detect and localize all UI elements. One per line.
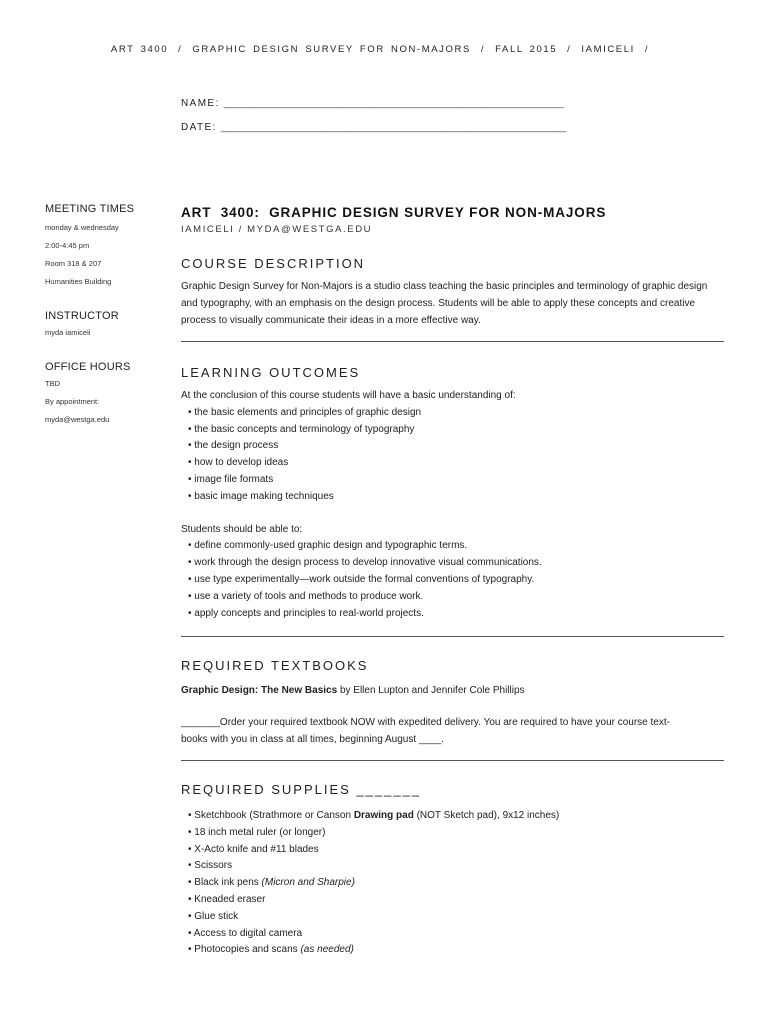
abilities-intro: Students should be able to: <box>181 523 303 535</box>
instructor-name: myda iamiceli <box>45 328 91 337</box>
office-hours-time: TBD <box>45 379 60 388</box>
sidebar-office-hours <box>45 361 165 429</box>
name-label: NAME: <box>181 98 220 109</box>
order-line-1: _______Order your required textbook NOW with expedited delivery. You are required to have your course text- <box>181 717 670 728</box>
order-line-2: books with you in class at all times, beginning August ____. <box>181 733 444 745</box>
list-item <box>181 875 724 892</box>
list-item: • the basic concepts and terminology of typography <box>181 422 724 439</box>
list-item <box>181 942 724 959</box>
header-term: FALL 2015 <box>495 44 558 55</box>
list-item: • the basic elements and principles of graphic design <box>181 405 724 422</box>
course-description-text: Graphic Design Survey for Non-Majors is a studio class teaching the basic principles and terminology of graphic design and typography, with an emphasis on the design process. Students will be able to apply these concepts and creative process to visually communicate their ideas in a more effective way. <box>181 281 708 326</box>
list-item: • use type experimentally—work outside the formal conventions of typography. <box>181 572 724 589</box>
date-field[interactable] <box>181 122 567 133</box>
understanding-list <box>181 405 724 506</box>
list-item <box>181 808 724 825</box>
course-description-heading: COURSE DESCRIPTION <box>181 256 366 271</box>
section-divider <box>181 341 724 342</box>
instructor-heading: INSTRUCTOR <box>45 310 119 322</box>
header-instructor: IAMICELI <box>581 44 635 55</box>
office-hours-heading: OFFICE HOURS <box>45 361 131 373</box>
learning-outcomes-heading: LEARNING OUTCOMES <box>181 365 361 380</box>
understanding-intro: At the conclusion of this course students will have a basic understanding of: <box>181 390 516 401</box>
supply-text: Black ink pens <box>194 877 262 889</box>
supply-note: (Micron and Sharpie) <box>261 877 355 889</box>
textbook-title: Graphic Design: The New Basics <box>181 685 338 696</box>
list-item: • Scissors <box>181 858 724 875</box>
supply-emphasis: Drawing pad <box>353 810 414 821</box>
list-item: • apply concepts and principles to real-world projects. <box>181 606 724 623</box>
header-title: GRAPHIC DESIGN SURVEY FOR NON-MAJORS <box>192 44 471 55</box>
supply-text: Photocopies and scans <box>194 944 301 956</box>
list-item: • basic image making techniques <box>181 489 724 506</box>
meeting-room: Room 318 & 207 <box>45 259 102 268</box>
section-divider <box>181 760 724 761</box>
meeting-times-heading: MEETING TIMES <box>45 203 135 215</box>
textbook-order-note <box>181 715 724 749</box>
meeting-days: monday & wednesday <box>45 223 119 232</box>
supplies-list <box>181 808 724 959</box>
office-hours-email: myda@westga.edu <box>45 415 110 424</box>
textbook-entry <box>181 683 724 700</box>
list-item: • Glue stick <box>181 909 724 926</box>
name-field[interactable] <box>181 98 564 109</box>
supply-note: (as needed) <box>300 944 354 956</box>
sidebar-instructor <box>45 310 165 342</box>
office-hours-appointment: By appointment: <box>45 397 100 406</box>
list-item: • the design process <box>181 438 724 455</box>
section-divider <box>181 636 724 637</box>
header-separator: / <box>178 44 183 55</box>
learning-outcomes-body <box>181 388 724 622</box>
list-item: • how to develop ideas <box>181 455 724 472</box>
list-item: • Kneaded eraser <box>181 892 724 909</box>
header-separator: / <box>644 44 650 55</box>
textbook-authors: by Ellen Lupton and Jennifer Cole Phillips <box>337 685 525 696</box>
textbooks-heading: REQUIRED TEXTBOOKS <box>181 658 369 673</box>
supplies-heading: REQUIRED SUPPLIES _______ <box>181 782 422 797</box>
supply-text: Sketchbook (Strathmore or Canson <box>194 810 354 821</box>
abilities-list <box>181 538 724 622</box>
meeting-hours: 2:00-4:45 pm <box>45 241 90 250</box>
list-item: • X-Acto knife and #11 blades <box>181 842 724 859</box>
list-item: • Access to digital camera <box>181 926 724 943</box>
header-course: ART 3400 <box>110 44 169 55</box>
list-item: • 18 inch metal ruler (or longer) <box>181 825 724 842</box>
name-blank[interactable]: ___________________________________________________________ <box>223 98 564 109</box>
page-header <box>0 44 770 55</box>
date-label: DATE: <box>181 122 217 133</box>
date-blank[interactable]: ____________________________________________________________ <box>220 122 567 133</box>
list-item: • work through the design process to develop innovative visual communications. <box>181 555 724 572</box>
page-subtitle: IAMICELI / MYDA@WESTGA.EDU <box>181 224 373 235</box>
sidebar-meeting-times <box>45 203 165 291</box>
list-item: • use a variety of tools and methods to produce work. <box>181 589 724 606</box>
list-item: • image file formats <box>181 472 724 489</box>
meeting-building: Humanities Building <box>45 277 112 286</box>
list-item: • define commonly-used graphic design and typographic terms. <box>181 538 724 555</box>
header-separator: / <box>480 44 486 55</box>
supply-text: (NOT Sketch pad), 9x12 inches) <box>413 810 560 821</box>
page-title: ART 3400: GRAPHIC DESIGN SURVEY FOR NON-MAJORS <box>181 205 607 220</box>
header-separator: / <box>567 44 572 55</box>
